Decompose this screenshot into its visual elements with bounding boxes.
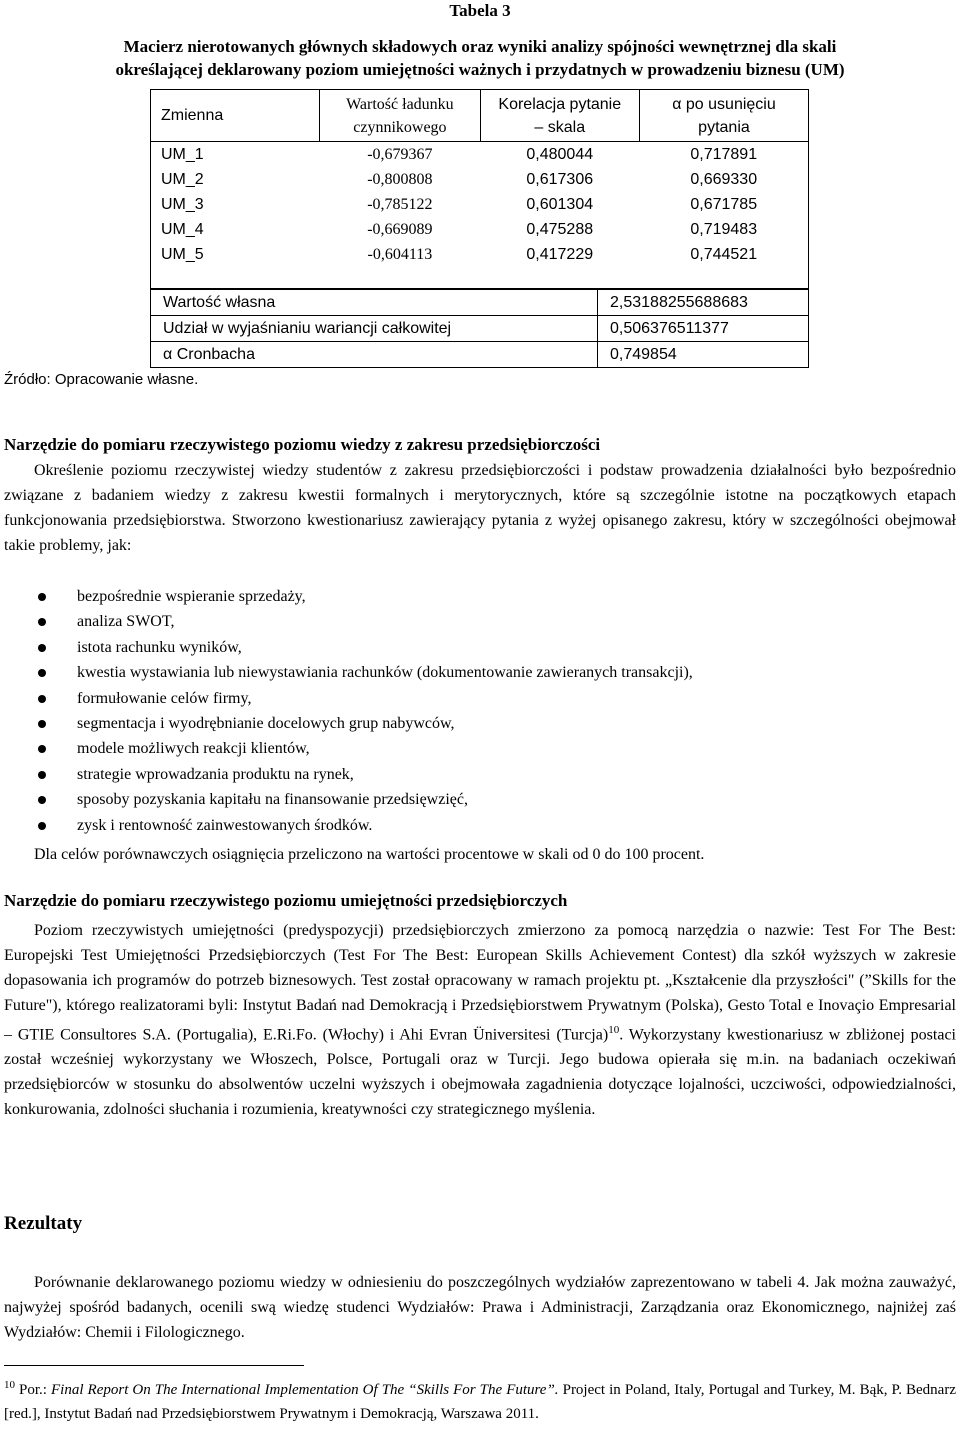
footnote-separator (4, 1365, 304, 1366)
table-cell: UM_2 (151, 167, 320, 192)
bullet-icon (38, 644, 46, 652)
stats-value: 0,506376511377 (598, 316, 809, 342)
stats-value: 0,749854 (598, 342, 809, 368)
header-correlation: Korelacja pytanie – skala (480, 90, 639, 142)
table-cell: UM_4 (151, 217, 320, 242)
section1-heading: Narzędzie do pomiaru rzeczywistego poziomu wiedzy z zakresu przedsiębiorczości (4, 435, 601, 454)
header-zmienna: Zmienna (151, 90, 320, 142)
table-row (151, 217, 809, 242)
factor-table (150, 89, 809, 267)
caption-line-1: Macierz nierotowanych głównych składowych oraz wyniki analizy spójności wewnętrznej dla skali (123, 37, 837, 56)
caption-line-2: określającej deklarowany poziom umiejętności ważnych i przydatnych w prowadzeniu biznesu (UM) (115, 60, 845, 79)
bullet-icon (38, 618, 46, 626)
table-row (151, 142, 809, 168)
table-caption (0, 35, 960, 81)
stats-label: α Cronbacha (151, 342, 598, 368)
stats-label: Udział w wyjaśnianiu wariancji całkowitej (151, 316, 598, 342)
stats-row (151, 316, 809, 342)
list-item: strategie wprowadzania produktu na rynek, (0, 762, 693, 787)
header-alpha: α po usunięciu pytania (639, 90, 808, 142)
table-cell: 0,601304 (526, 196, 594, 213)
footnote-ref[interactable]: 10 (608, 1024, 620, 1036)
bullet-icon (38, 669, 46, 677)
stats-table (150, 289, 809, 368)
list-item: modele możliwych reakcji klientów, (0, 736, 693, 761)
table-header-row (151, 90, 809, 142)
bullet-icon (38, 822, 46, 830)
table-cell: 0,717891 (639, 142, 808, 168)
list-item: formułowanie celów firmy, (0, 686, 693, 711)
stats-row (151, 342, 809, 368)
bullet-icon (38, 745, 46, 753)
list-item: istota rachunku wyników, (0, 635, 693, 660)
table-cell: UM_1 (151, 142, 320, 168)
table-cell: -0,679367 (367, 146, 433, 163)
table-cell: 0,671785 (639, 192, 808, 217)
list-item: segmentacja i wyodrębnianie docelowych grup nabywców, (0, 711, 693, 736)
table-cell: -0,604113 (367, 246, 433, 263)
table-cell: 0,617306 (526, 171, 594, 188)
table-cell: 0,719483 (639, 217, 808, 242)
footnote: $^{10}$ Por.: Final Report On The International Implementation Of The “Skills For The Future”. Project in Poland, Italy, Portugal and Turkey, M. Bąk, P. Bednarz [red.], Instytut Badań nad Przedsiębiorstwem Prywatnym i Demokracją, Warszawa 2011. (4, 1379, 956, 1422)
bullet-icon (38, 593, 46, 601)
table-title: Tabela 3 (449, 1, 511, 20)
bullet-icon (38, 720, 46, 728)
bullet-icon (38, 771, 46, 779)
table-cell: 0,744521 (639, 242, 808, 267)
section2-paragraph: Poziom rzeczywistych umiejętności (predyspozycji) przedsiębiorczych zmierzono za pomocą narzędzia o nazwie: Test For The Best: Europejski Test Umiejętności Przedsiębiorczych (Test For The Best: European Skills Achievement Contest) dla szkół wyższych w zakresie dopasowania ich programów do potrzeb biznesowych. Test został opracowany w ramach projektu pt. „Kształcenie dla przyszłości" (”Skills for the Future"), którego realizatorami byli: Instytut Badań nad Demokracją i Przedsiębiorstwem Prywatnym (Polska), Gesto Total e Inovaçio Empresarial – GTIE Consultores S.A. (Portugalia), E.Ri.Fo. (Włochy) i Ahi Evran Üniversitesi (Turcja)$^{10}$. Wykorzystany kwestionariusz w zbliżonej postaci został wcześniej wykorzystany we Włoszech, Polsce, Portugali oraz w Turcji. Jego budowa opierała się m.in. na badaniach oczekiwań przedsiębiorców w stosunku do absolwentów uczelni wyższych i obejmowała zagadnienia dotyczące lojalności, uczciwości, odpowiedzialności, konkurowania, zdolności słuchania i rozumienia, kreatywności czy strategicznego myślenia. (4, 922, 957, 1119)
table-cell: -0,785122 (367, 196, 433, 213)
table-cell: 0,417229 (526, 246, 594, 263)
stats-value: 2,53188255688683 (598, 290, 809, 316)
table-cell: 0,475288 (526, 221, 594, 238)
bullet-icon (38, 695, 46, 703)
table-cell: UM_5 (151, 242, 320, 267)
list-item: bezpośrednie wspieranie sprzedaży, (0, 584, 693, 609)
section1-closing: Dla celów porównawczych osiągnięcia przeliczono na wartości procentowe w skali od 0 do 100 procent. (34, 846, 705, 863)
stats-label: Wartość własna (151, 290, 598, 316)
topics-list (0, 584, 693, 838)
footnote-title: Final Report On The International Implementation Of The “Skills For The Future”. (51, 1382, 559, 1398)
table-cell: -0,669089 (367, 221, 433, 238)
list-item: sposoby pozyskania kapitału na finansowanie przedsięwzięć, (0, 787, 693, 812)
table-cell: -0,800808 (367, 171, 433, 188)
results-paragraph: Porównanie deklarowanego poziomu wiedzy w odniesieniu do poszczególnych wydziałów zaprezentowano w tabeli 4. Jak można zauważyć, najwyżej spośród badanych, ocenili swą wiedzę studenci Wydziałów: Prawa i Administracji, Zarządzania oraz Ekonomicznego, najniżej zaś Wydziałów: Chemii i Filologicznego. (4, 1274, 956, 1341)
table-body (151, 142, 809, 268)
header-loading: Wartość ładunku czynnikowego (320, 90, 480, 142)
source-note: Źródło: Opracowanie własne. (4, 371, 199, 388)
list-item: zysk i rentowność zainwestowanych środków. (0, 813, 693, 838)
stats-row (151, 290, 809, 316)
table-cell: 0,480044 (526, 146, 594, 163)
table-spacer-row (150, 264, 809, 289)
section2-heading: Narzędzie do pomiaru rzeczywistego poziomu umiejętności przedsiębiorczych (4, 891, 568, 910)
results-heading: Rezultaty (4, 1213, 83, 1234)
section1-paragraph: Określenie poziomu rzeczywistej wiedzy studentów z zakresu przedsiębiorczości i podstaw prowadzenia działalności było bezpośrednio związane z badaniem wiedzy z zakresu kwestii formalnych i merytorycznych, które są szczególnie istotne na początkowych etapach funkcjonowania przedsiębiorstwa. Stworzono kwestionariusz zawierający pytania z wyżej opisanego zakresu, który w szczególności obejmował takie problemy, jak: (4, 462, 956, 554)
list-item: analiza SWOT, (0, 609, 693, 634)
table-cell: 0,669330 (639, 167, 808, 192)
footnote-number: 10 (4, 1379, 15, 1391)
table-row (151, 192, 809, 217)
table-row (151, 167, 809, 192)
table-cell: UM_3 (151, 192, 320, 217)
list-item: kwestia wystawiania lub niewystawiania rachunków (dokumentowanie zawieranych transakcji), (0, 660, 693, 685)
bullet-icon (38, 796, 46, 804)
